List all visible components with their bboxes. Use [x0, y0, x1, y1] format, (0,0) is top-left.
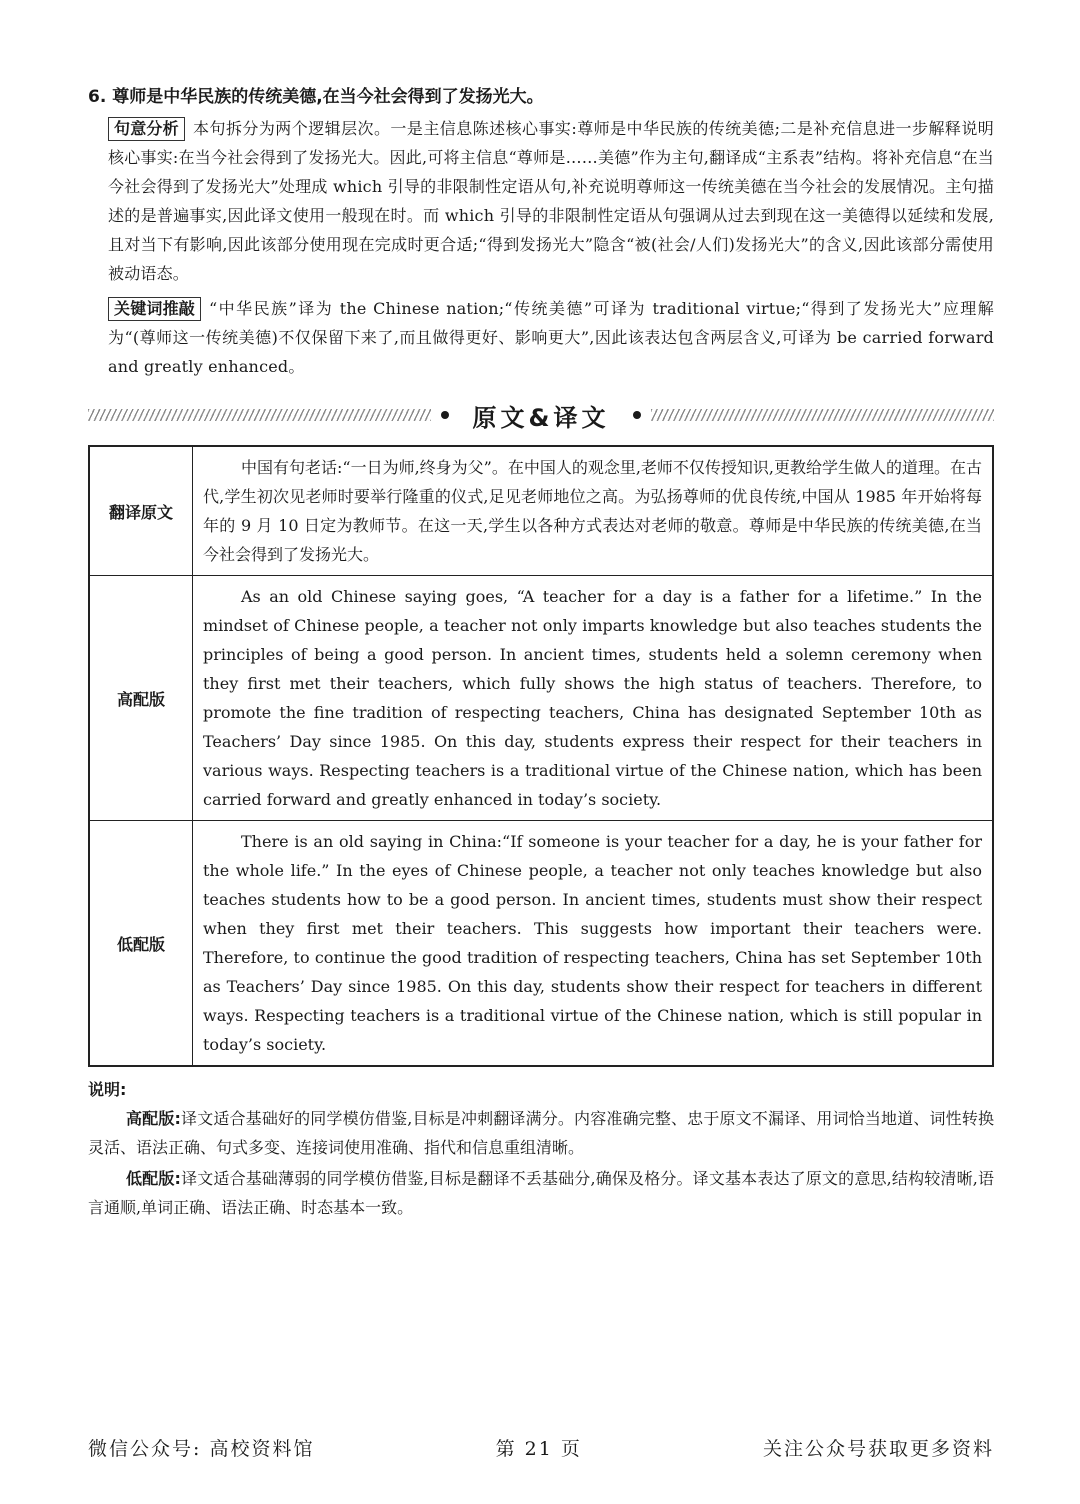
- note-high-text: 译文适合基础好的同学模仿借鉴,目标是冲刺翻译满分。内容准确完整、忠于原文不漏译、用词恰当地道、词性转换灵活、语法正确、句式多变、连接词使用准确、指代和信息重组清晰。: [88, 1109, 994, 1157]
- keywords-paragraph: [108, 294, 994, 381]
- note-low-label: 低配版:: [126, 1169, 181, 1188]
- analysis-paragraph: [108, 114, 994, 288]
- analysis-tag: 句意分析: [108, 117, 185, 141]
- row-label: 低配版: [89, 821, 193, 1067]
- hatch-line-right: [651, 409, 994, 421]
- note-low: [88, 1164, 994, 1222]
- note-high: [88, 1104, 994, 1162]
- row-text: There is an old saying in China:“If someone is your teacher for a day, he is your father for the whole life.” In the eyes of Chinese people, a teacher not only teaches knowledge but also teaches students how to be a good person. In ancient times, students must show their respect when they first met their teachers. This suggests how important their teachers were. Therefore, to continue the good tradition of respecting teachers, China has set September 10th as Teachers’ Day since 1985. On this day, students show their respect for teachers in different ways. Respecting teachers is a traditional virtue of the Chinese nation, which is still popular in today’s society.: [203, 832, 982, 1054]
- bullet-dot-right: [633, 411, 641, 419]
- note-low-text: 译文适合基础薄弱的同学模仿借鉴,目标是翻译不丢基础分,确保及格分。译文基本表达了原文的意思,结构较清晰,语言通顺,单词正确、语法正确、时态基本一致。: [88, 1169, 994, 1217]
- bullet-dot-left: [441, 411, 449, 419]
- row-label: 高配版: [89, 576, 193, 821]
- section-divider: [88, 395, 994, 435]
- table-row: [89, 821, 993, 1067]
- question-title: 6. 尊师是中华民族的传统美德,在当今社会得到了发扬光大。: [88, 87, 544, 107]
- row-content: [193, 821, 994, 1067]
- keywords-text: “中华民族”译为 the Chinese nation;“传统美德”可译为 traditional virtue;“得到了发扬光大”应理解为“(尊师这一传统美德)不仅保留下来了,而且做得更好、影响更大”,因此该表达包含两层含义,可译为 be carried forward and greatly enhanced。: [108, 299, 994, 376]
- page-number: 第 21 页: [495, 1438, 582, 1460]
- analysis-text: 本句拆分为两个逻辑层次。一是主信息陈述核心事实:尊师是中华民族的传统美德;二是补充信息进一步解释说明核心事实:在当今社会得到了发扬光大。因此,可将主信息“尊师是……美德”作为主句,翻译成“主系表”结构。将补充信息“在当今社会得到了发扬光大”处理成 which 引导的非限制性定语从句,补充说明尊师这一传统美德在当今社会的发展情况。主句描述的是普遍事实,因此译文使用一般现在时。而 which 引导的非限制性定语从句强调从过去到现在这一美德得以延续和发展,且对当下有影响,因此该部分使用现在完成时更合适;“得到发扬光大”隐含“被(社会/人们)发扬光大”的含义,因此该部分需使用被动语态。: [108, 119, 994, 283]
- document-page: [88, 84, 994, 1222]
- row-content: [193, 576, 994, 821]
- row-content: [193, 446, 994, 576]
- hatch-line-left: [88, 409, 431, 421]
- translation-table: [88, 445, 994, 1067]
- table-row: [89, 576, 993, 821]
- page-footer: [88, 1434, 994, 1461]
- footer-left: 微信公众号: 高校资料馆: [88, 1438, 315, 1460]
- table-row: [89, 446, 993, 576]
- row-label: 翻译原文: [89, 446, 193, 576]
- section-title: 原文&译文: [472, 403, 610, 432]
- row-text: 中国有句老话:“一日为师,终身为父”。在中国人的观念里,老师不仅传授知识,更教给学生做人的道理。在古代,学生初次见老师时要举行隆重的仪式,足见老师地位之高。为弘扬尊师的优良传统,中国从 1985 年开始将每年的 9 月 10 日定为教师节。在这一天,学生以各种方式表达对老师的敬意。尊师是中华民族的传统美德,在当今社会得到了发扬光大。: [203, 458, 983, 564]
- row-text: As an old Chinese saying goes, “A teacher for a day is a father for a lifetime.” In the mindset of Chinese people, a teacher not only imparts knowledge but also teaches students the principles of being a good person. In ancient times, students held a solemn ceremony when they first met their teachers, which fully shows the high status of teachers. Therefore, to promote the fine tradition of respecting teachers, China has designated September 10th as Teachers’ Day since 1985. On this day, students express their respect for their teachers in various ways. Respecting teachers is a traditional virtue of the Chinese nation, which has been carried forward and greatly enhanced in today’s society.: [203, 587, 982, 809]
- keywords-tag: 关键词推敲: [108, 297, 201, 321]
- footer-right: 关注公众号获取更多资料: [762, 1438, 994, 1460]
- notes-heading: 说明:: [88, 1080, 127, 1099]
- note-high-label: 高配版:: [126, 1109, 181, 1128]
